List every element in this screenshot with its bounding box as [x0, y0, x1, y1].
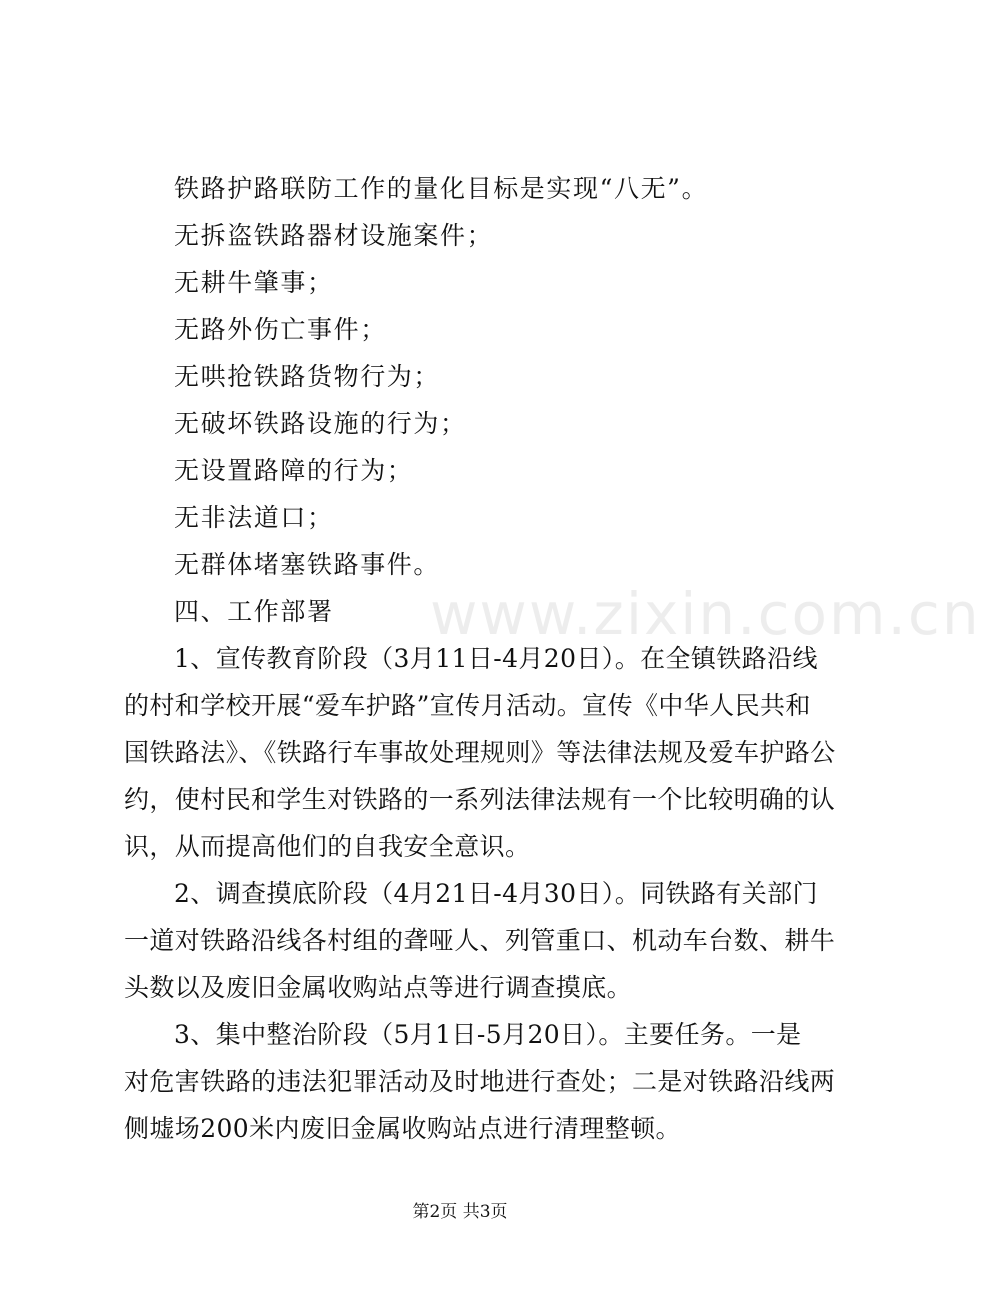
paragraph-line: 约，使村民和学生对铁路的一系列法律法规有一个比较明确的认 [124, 785, 836, 814]
document-body [124, 165, 836, 1152]
paragraph-line: 头数以及废旧金属收购站点等进行调查摸底。 [124, 973, 633, 1002]
paragraph-line: 侧墟场200米内废旧金属收购站点进行清理整顿。 [124, 1114, 681, 1143]
paragraph-line: 对危害铁路的违法犯罪活动及时地进行查处；二是对铁路沿线两 [124, 1067, 836, 1096]
paragraph-line: 一道对铁路沿线各村组的聋哑人、列管重口、机动车台数、耕牛 [124, 926, 836, 955]
list-item: 无哄抢铁路货物行为； [174, 362, 441, 391]
list-item: 无破坏铁路设施的行为； [174, 409, 467, 438]
paragraph-rectification [124, 1011, 836, 1152]
paragraph-survey [124, 870, 836, 1011]
list-item: 无群体堵塞铁路事件。 [174, 550, 441, 579]
paragraph-line: 2、调查摸底阶段（4月21日-4月30日）。同铁路有关部门 [174, 879, 818, 908]
paragraph-line: 国铁路法》、《铁路行车事故处理规则》等法律法规及爱车护路公 [124, 738, 836, 767]
paragraph-publicity [124, 635, 836, 870]
page-number-footer: 第2页 共3页 [412, 1202, 508, 1222]
section-heading: 四、工作部署 [174, 597, 334, 626]
list-item: 无设置路障的行为； [174, 456, 414, 485]
list-item: 无拆盗铁路器材设施案件； [174, 221, 494, 250]
paragraph-line: 1、宣传教育阶段（3月11日-4月20日）。在全镇铁路沿线 [174, 644, 818, 673]
goal-list [124, 212, 804, 588]
list-item: 无路外伤亡事件； [174, 315, 387, 344]
paragraph-line: 3、集中整治阶段（5月1日-5月20日）。主要任务。一是 [174, 1020, 802, 1049]
watermark: www.zixin.com.cn [430, 580, 981, 648]
list-item: 无耕牛肇事； [174, 268, 334, 297]
list-item: 无非法道口； [174, 503, 334, 532]
paragraph-line: 识，从而提高他们的自我安全意识。 [124, 832, 531, 861]
paragraph-line: 的村和学校开展“爱车护路”宣传月活动。宣传《中华人民共和 [124, 691, 811, 720]
list-intro: 铁路护路联防工作的量化目标是实现“八无”。 [174, 174, 709, 203]
